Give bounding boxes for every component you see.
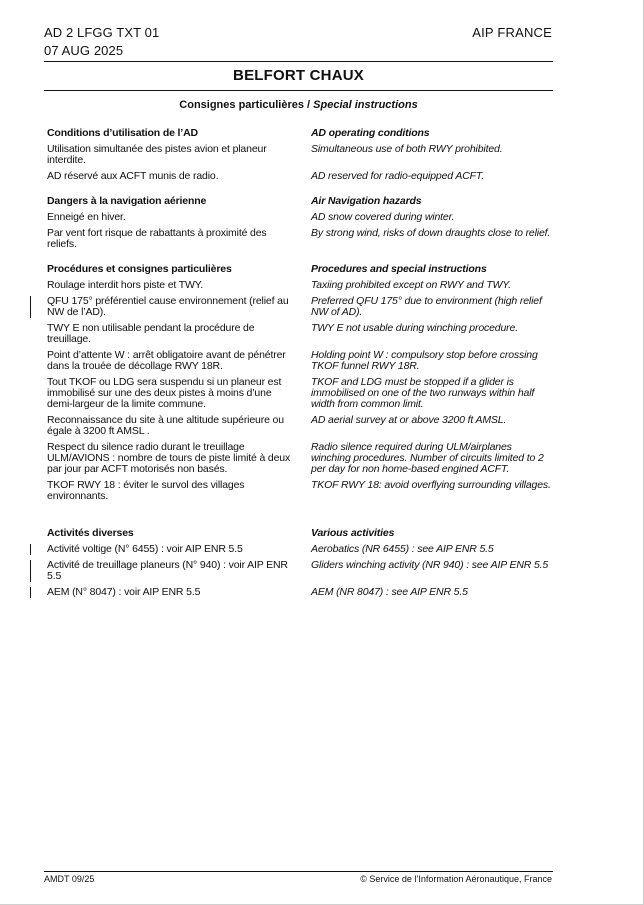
section-heading-french: Conditions d’utilisation de l’AD [47,127,198,139]
instruction-item [47,228,553,250]
instruction-french: Par vent fort risque de rabattants à proximité des reliefs. [47,227,267,250]
instruction-item [47,212,553,223]
instruction-french: Reconnaissance du site à une altitude supérieure ou égale à 3200 ft AMSL . [47,414,284,437]
section-spacer [47,507,553,527]
amendment-change-bar [30,296,31,318]
section-heading [47,195,553,208]
section-heading-english: Air Navigation hazards [311,195,422,207]
amendment-change-bar [30,544,31,555]
instruction-english: TKOF and LDG must be stopped if a glider is immobilised on one of the two runways within half width from common limit. [311,376,535,410]
instruction-english: Taxiing prohibited except on RWY and TWY. [311,279,511,291]
document-date: 07 AUG 2025 [44,43,124,58]
amendment-change-bar [30,560,31,582]
section-heading-french: Procédures et consignes particulières [47,263,232,275]
instruction-item [47,280,553,291]
section-heading [47,127,553,140]
instruction-french: TWY E non utilisable pendant la procédure de treuillage. [47,322,255,345]
amendment-label: AMDT 09/25 [44,874,95,884]
title-rule [44,90,553,91]
instruction-item [47,480,553,502]
section-heading-english: AD operating conditions [311,127,430,139]
footer-rule [44,871,553,872]
instruction-item [47,171,553,182]
subtitle-english: Special instructions [313,99,418,111]
section-heading-english: Procedures and special instructions [311,263,487,275]
instruction-english: AD snow covered during winter. [311,211,455,223]
instruction-french: AD réservé aux ACFT munis de radio. [47,170,219,182]
subtitle-french: Consignes particulières [179,99,304,111]
section-heading-french: Activités diverses [47,527,134,539]
amendment-change-bar [30,587,31,598]
instruction-item [47,560,553,582]
instruction-french: AEM (N° 8047) : voir AIP ENR 5.5 [47,586,201,598]
instruction-english: Aerobatics (NR 6455) : see AIP ENR 5.5 [311,543,494,555]
instruction-item [47,296,553,318]
instruction-english: By strong wind, risks of down draughts close to relief. [311,227,551,239]
instructions-body [47,127,553,603]
instruction-item [47,587,553,598]
section-subtitle [44,99,553,111]
instruction-french: Roulage interdit hors piste et TWY. [47,279,204,291]
section-spacer [47,255,553,263]
instruction-item [47,544,553,555]
section-heading-french: Dangers à la navigation aérienne [47,195,207,207]
instruction-english: Radio silence required during ULM/airplanes winching procedures. Number of circuits limited to 2 per day for non home-based engined ACFT. [311,441,544,475]
instruction-french: Enneigé en hiver. [47,211,126,223]
instruction-section [47,195,553,250]
instruction-english: Holding point W : compulsory stop before crossing TKOF funnel RWY 18R. [311,349,538,372]
instruction-english: AD reserved for radio-equipped ACFT. [311,170,484,182]
instruction-french: Respect du silence radio durant le treuillage ULM/AVIONS : nombre de tours de piste limité à deux par jour par ACFT motorisés non basés. [47,441,291,475]
instruction-french: Activité de treuillage planeurs (N° 940) : voir AIP ENR 5.5 [47,559,288,582]
section-heading-english: Various activities [311,527,395,539]
instruction-english: TWY E not usable during winching procedure. [311,322,518,334]
subtitle-separator: / [304,99,314,111]
instruction-english: AEM (NR 8047) : see AIP ENR 5.5 [311,586,468,598]
page-title: BELFORT CHAUX [233,67,364,84]
document-header [44,24,159,60]
instruction-french: TKOF RWY 18 : éviter le survol des villages environnants. [47,479,245,502]
instruction-section [47,127,553,182]
instruction-item [47,415,553,437]
instruction-section [47,527,553,598]
instruction-english: AD aerial survey at or above 3200 ft AMSL. [311,414,507,426]
instruction-french: Point d’attente W : arrêt obligatoire avant de pénétrer dans la trouée de décollage RWY 18R. [47,349,286,372]
instruction-item [47,323,553,345]
instruction-english: Preferred QFU 175° due to environment (high relief NW of AD). [311,295,542,318]
instruction-french: Tout TKOF ou LDG sera suspendu si un planeur est immobilisé sur une des deux pistes à moins d’une demi-largeur de la limite commune. [47,376,282,410]
document-reference: AD 2 LFGG TXT 01 [44,25,160,40]
instruction-item [47,442,553,475]
section-spacer [47,187,553,195]
instruction-english: TKOF RWY 18: avoid overflying surrounding villages. [311,479,551,491]
instruction-item [47,350,553,372]
instruction-english: Gliders winching activity (NR 940) : see AIP ENR 5.5 [311,559,549,571]
section-heading [47,527,553,540]
instruction-french: Activité voltige (N° 6455) : voir AIP ENR 5.5 [47,543,243,555]
instruction-english: Simultaneous use of both RWY prohibited. [311,143,503,155]
instruction-french: QFU 175° préférentiel cause environnement (relief au NW de l’AD). [47,295,289,318]
instruction-french: Utilisation simultanée des pistes avion et planeur interdite. [47,143,267,166]
instruction-item [47,377,553,410]
header-rule [44,61,553,62]
copyright-notice: © Service de l’Information Aéronautique, France [360,874,552,884]
instruction-item [47,144,553,166]
section-heading [47,263,553,276]
instruction-section [47,263,553,502]
publisher-label: AIP FRANCE [472,25,552,40]
